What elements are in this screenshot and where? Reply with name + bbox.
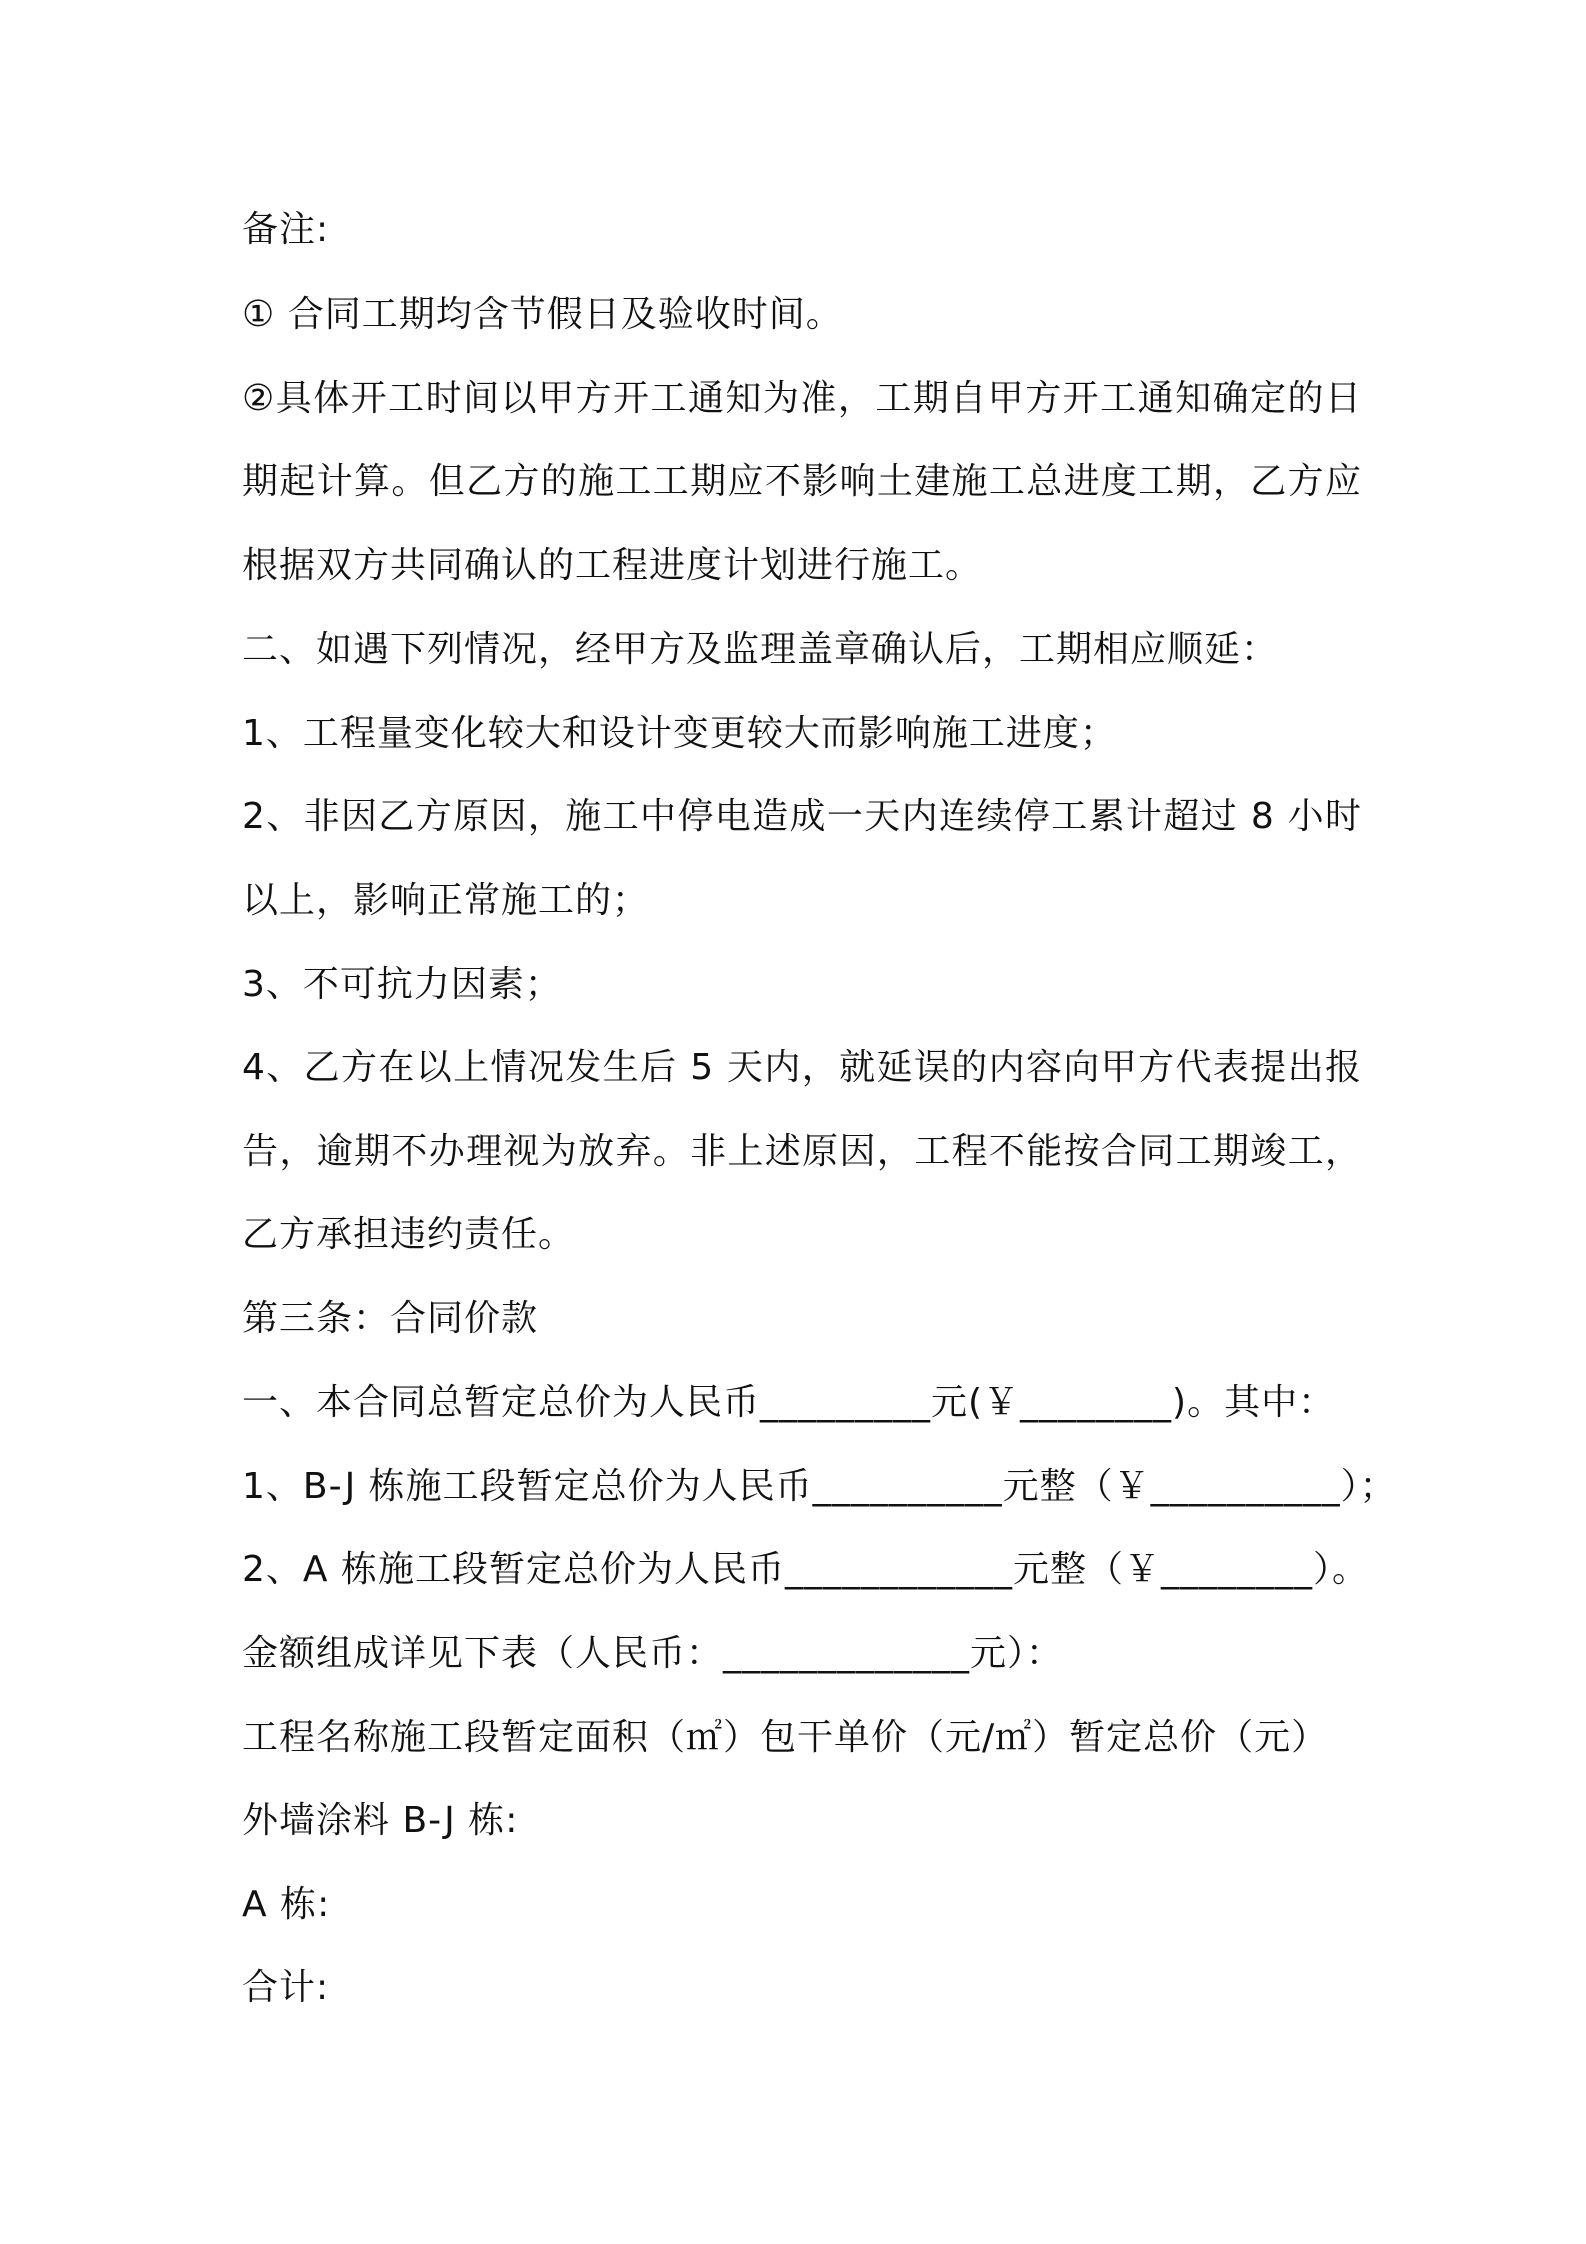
- section-two-heading: 二、如遇下列情况，经甲方及监理盖章确认后，工期相应顺延：: [242, 629, 1279, 670]
- remark-item-2-line-2: 期起计算。但乙方的施工工期应不影响土建施工总进度工期，乙方应: [242, 461, 1362, 502]
- price-total-line: 一、本合同总暂定总价为人民币_________元(￥________)。其中：: [242, 1382, 1336, 1423]
- condition-item-4-line-1: 4、乙方在以上情况发生后 5 天内，就延误的内容向甲方代表提出报: [242, 1047, 1362, 1088]
- remark-item-2-line-3: 根据双方共同确认的工程进度计划进行施工。: [242, 545, 983, 586]
- table-row-total: 合计:: [242, 1967, 330, 2008]
- condition-item-1: 1、工程量变化较大和设计变更较大而影响施工进度；: [242, 713, 1117, 754]
- price-a-line: 2、A 栋施工段暂定总价为人民币____________元整（￥________）。: [242, 1549, 1369, 1590]
- condition-item-4-line-2: 告，逾期不办理视为放弃。非上述原因，工程不能按合同工期竣工，: [242, 1131, 1362, 1172]
- condition-item-2-line-1: 2、非因乙方原因，施工中停电造成一天内连续停工累计超过 8 小时: [242, 796, 1362, 837]
- amount-composition-line: 金额组成详见下表（人民币：_____________元）：: [242, 1633, 1064, 1674]
- remark-item-2-line-1: ②具体开工时间以甲方开工通知为准，工期自甲方开工通知确定的日: [242, 378, 1362, 419]
- table-row-bj: 外墙涂料 B-J 栋:: [242, 1800, 519, 1841]
- price-bj-line: 1、B-J 栋施工段暂定总价为人民币__________元整（￥__________）；: [242, 1466, 1397, 1507]
- article-three-heading: 第三条：合同价款: [242, 1298, 539, 1339]
- condition-item-2-line-2: 以上，影响正常施工的；: [242, 880, 650, 921]
- remarks-heading: 备注:: [242, 209, 330, 250]
- remark-item-1: ① 合同工期均含节假日及验收时间。: [242, 294, 843, 335]
- table-header-line: 工程名称施工段暂定面积（㎡）包干单价（元/㎡）暂定总价（元）: [242, 1717, 1329, 1758]
- condition-item-4-line-3: 乙方承担违约责任。: [242, 1214, 576, 1255]
- table-row-a: A 栋:: [242, 1884, 331, 1925]
- condition-item-3: 3、不可抗力因素；: [242, 964, 562, 1005]
